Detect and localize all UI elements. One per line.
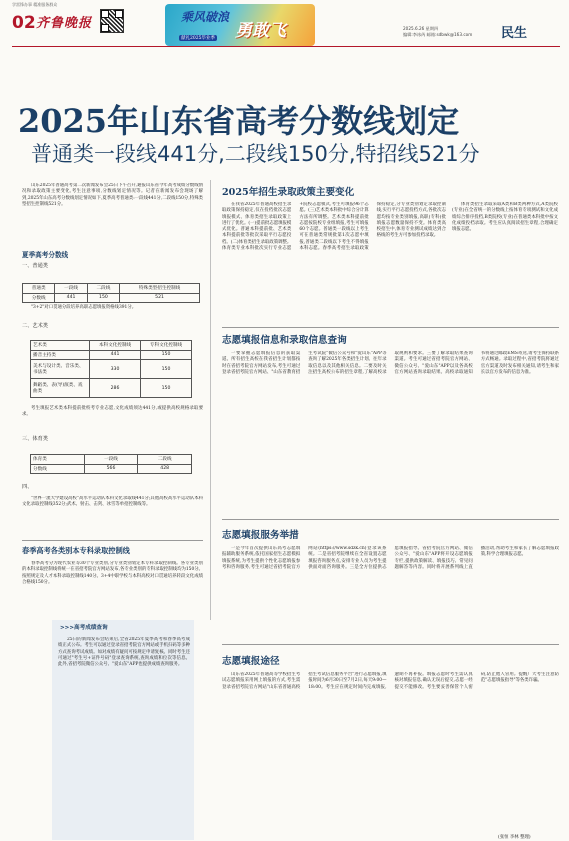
- service-title: 志愿填报服务举措: [222, 530, 299, 541]
- query-paragraph: 25日的新闻发布会结束后,全省2025年夏季高考和春季高考成绩正式公布。考生可以通过登录省招考院官方网站或手机扫码等多种方式查询考试成绩。如对成绩有疑问可按规定申请复核。同时考生还可通过"考生号+证件号码"登录查询系统,查询成绩和位次等信息。此外,省招考院微信公众号、"爱山东"APP也提供成绩查询服务。: [58, 637, 190, 668]
- note-art: 考生填报艺术类本科提前批校考专业志愿,文化成绩须达441分,或提供高校规格录取要求。: [22, 406, 203, 418]
- lead-paragraph: 山东2025年普通高考第二次新闻发布会25日下午召开,通报山东省今年高考成绩分数线情况和录取政策主要变化,考生注意事项,分数线划定情况等。记者在新闻发布会现场了解到,2025年山东高考分数线划定情况如下,夏季高考普通类:一段线441分,二段线150分,特殊类型招生控制线521分。: [22, 183, 203, 207]
- policy-paragraph: 在我省2025年普通高校招生录取政策保持稳定,仅在投档批次志愿填报模式、体育类招生录取政策上进行了优化。(一)提前批志愿填报模式优化。普通本科提前批、艺术类本科提前批等批次采取平行志愿投档。(二)体育类招生录取政策调整。体育类专业本科批次实行专业志愿+院校志愿模式,考生可填报96个志愿。(三)艺术类本科批中综合分计算方法有所调整。艺术类本科提前批志愿按院校专业组填报,考生可填报60个志愿。普通类一段线以上考生可在普通类常规批第1次志愿中填报,普通类二段线以下考生不得填报本科志愿。春季高考招生录取政策保持稳定,分专业类别划定录取控制线,实行平行志愿投档方式,各批次志愿均按专业类别填报,高职(专科)批填报志愿数量保持不变。体育类高校招生中,体育专业测试成绩达到合格线的考生方可参加投档录取。: [222, 202, 446, 252]
- guide-paragraph: 一要掌握志愿填报信息的获取渠道。所有招生高校在我省招生计划都按时在省招考院官方网站发布,考生可通过登录省招考院官方网站、"山东省教育招生考试院"微信公众号和"爱山东"APP等查询了解2025年各类招生计划、往年录取信息以及其他相关信息。二要及时关注招生高校公布的招生章程,了解高校录取规则和要求。三要了解录取结果查询渠道。考生可通过省招考院官方网站、微信公众号、"爱山东"APP以及各高校官方网站查询录取结果。高校录取通知书将通过邮政EMS寄送,请考生保持联系方式畅通。录取过程中,省招考院将通过官方渠道及时发布相关通知,请考生和家长以官方发布的信息为准。: [222, 351, 559, 375]
- summer-sub2: 二、艺术类: [22, 323, 48, 329]
- divider: [222, 519, 559, 520]
- table-header: 二段线: [138, 455, 192, 465]
- divider: [22, 540, 203, 541]
- table-cell: 舞蹈类、表(导)演类、戏曲类: [31, 379, 90, 398]
- table-header: 一段线: [55, 284, 87, 294]
- headline: 2025年山东省高考分数线划定: [18, 102, 460, 140]
- summer-title: 夏季高考分数线: [22, 251, 69, 259]
- table-header: 艺术类: [31, 341, 90, 351]
- table-cell: 428: [138, 464, 192, 474]
- table-header: 专科文化控制线: [141, 341, 192, 351]
- page-number: 02: [12, 13, 36, 33]
- table-cell: 286: [90, 379, 141, 398]
- table-cell: 分数线: [31, 464, 85, 474]
- way-title: 志愿填报途径: [222, 656, 280, 667]
- qr-code-icon: [100, 9, 124, 33]
- table-header: 特殊类型招生控制线: [120, 284, 200, 294]
- divider: [222, 327, 559, 328]
- spring-title: 春季高考各类别本专科录取控制线: [22, 546, 130, 555]
- table-cell: 150: [141, 379, 192, 398]
- divider: [222, 644, 559, 645]
- table-header: 二段线: [87, 284, 119, 294]
- way-paragraph: 山东省2025年普通高等学校招生考试志愿填报采用网上填报的方式,考生需登录省招考院官方网站"山东省普通高校招生考试信息服务平台"进行志愿填报,填报时间为6月30日至7月2日,每天9:00—18:00。考生应在规定时间内完成填报,逾期不再补报。填报志愿时考生需认真核对填报信息,确认无误后提交,志愿一经提交不能修改。考生要妥善保管个人密码,防止他人冒用。提醒广大考生注意防范"志愿填报指导"等各类诈骗。: [222, 672, 559, 690]
- table-header: 体育类: [31, 455, 85, 465]
- table-cell: 分数线: [23, 293, 55, 303]
- table-cell: 150: [141, 360, 192, 379]
- table-cell: 150: [141, 350, 192, 360]
- table-header: 普通类: [23, 284, 55, 294]
- subheadline: 普通类一段线441分,二段线150分,特招线521分: [31, 142, 480, 166]
- table-art: [30, 340, 192, 398]
- masthead: [0, 0, 569, 57]
- guide-title: 志愿填报信息和录取信息查询: [222, 335, 347, 346]
- note-regular: "3+2"对口贯通分段培养高职志愿填报资格线391分。: [31, 305, 137, 310]
- table-cell: 美术与设计类、音乐类、书法类: [31, 360, 90, 379]
- credit: (张恒 李林 整理): [498, 835, 531, 840]
- top-slogan: 学雷锋办事 精准服务群众: [12, 2, 58, 7]
- banner-subtitle: 献礼2025毕业季: [181, 36, 215, 41]
- service-paragraph: 一是今年首次提供山东高考志愿填报辅助服务系统,依托国家招生志愿模拟填报系统,为考生提供个性化志愿填报参考和咨询服务,考生可通过省招考院官方网站(https://www.sdzk.cn)登录该系统。二是省招考院继续在全省设置志愿填报咨询服务点,安排专业人员为考生提供面对面咨询服务。三是全方位提供志愿填报指导。省招考院官方网站、微信公众号、"爱山东"APP将开设志愿填报专栏,提供政策解读、填报技巧、常见问题解答等内容。同时将开展系列线上直播活动,帮助考生和家长了解志愿填报政策,科学合理填报志愿。: [222, 546, 559, 570]
- promo-banner: [165, 4, 315, 46]
- summer-sub1: 一、普通类: [22, 263, 48, 269]
- table-cell: 441: [90, 350, 141, 360]
- banner-title: 乘风破浪: [181, 10, 230, 24]
- summer-sub3: 三、体育类: [22, 436, 48, 442]
- banner-word: 勇敢飞: [235, 21, 286, 41]
- summer-sub4: 四、: [22, 484, 33, 490]
- section-name: 民生: [501, 26, 528, 41]
- spring-paragraph: 春季高考分为现代农业等30个专业类别,分专业类别划定本专科录取控制线。各专业类别的本科录取控制线将统一在省招考院官方网站发布,各专业类别的专科录取控制线均为150分。按照规定及人才本科录取控制线140分。3+4中职学校与本科高校对口贯通培养转段文化成绩合格线150分。: [22, 561, 203, 585]
- table-cell: 150: [87, 293, 119, 303]
- table-cell: 330: [90, 360, 141, 379]
- table-header: 本科文化控制线: [90, 341, 141, 351]
- policy-paragraph-2: 体育类招生录取采取A类和B类两种方式,A类院校(专业)在全省统一的分数线上按体育专项测试和文化成绩综合排序投档,B类院校(专业)在普通类本科批中按文化成绩投档录取。考生应认真阅读招生章程,合理确定填报志愿。: [452, 202, 558, 233]
- editor-info: 编辑:李冰芮 邮箱:sdbwk@163.com: [403, 32, 473, 37]
- table-cell: 521: [120, 293, 200, 303]
- table-cell: 441: [55, 293, 87, 303]
- table-cell: 播音主持类: [31, 350, 90, 360]
- note-high-level-sports: "世界一流大学建设高校"高水平运动队本科文化录取线441分;其他高校高水平运动队本科文化录取控制线352分;武术、射击、击剑、冰雪等单招控制线等。: [22, 496, 203, 508]
- newspaper-logo: 齐鲁晚报: [36, 16, 93, 31]
- table-header: 一段线: [84, 455, 138, 465]
- table-cell: 566: [84, 464, 138, 474]
- policy-title: 2025年招生录取政策主要变化: [222, 187, 355, 198]
- column-divider: [210, 180, 211, 620]
- table-regular: [22, 283, 200, 303]
- table-sports: [30, 454, 192, 474]
- issue-date: 2025.6.26 星期四: [403, 26, 439, 31]
- query-title: >>>高考成绩查询: [60, 625, 108, 631]
- header-rule: [12, 46, 560, 47]
